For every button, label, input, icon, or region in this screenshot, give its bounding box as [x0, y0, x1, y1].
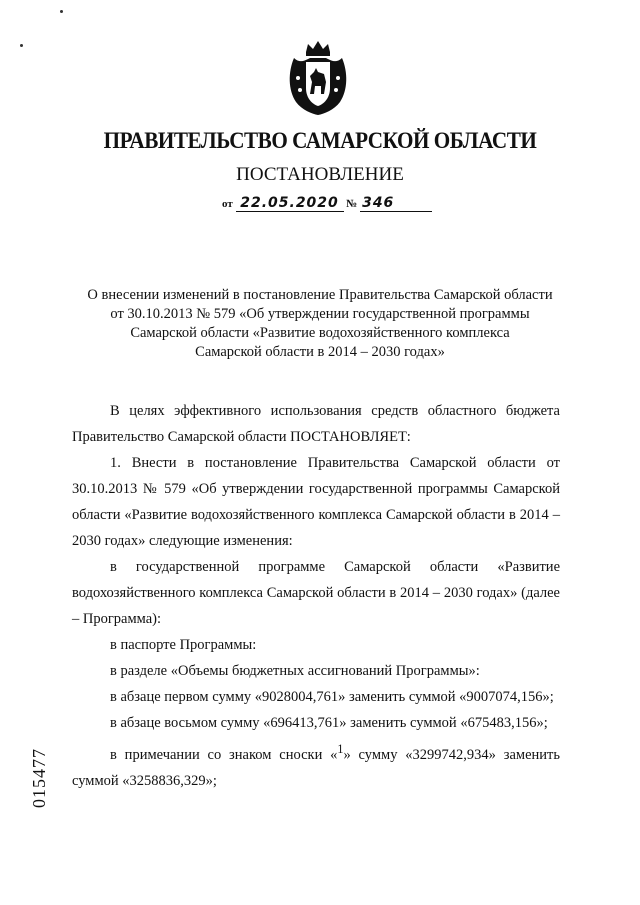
body-paragraph: в государственной программе Самарской области «Развитие водохозяйственного комплекса Самарской области в 2014 – 2030 годах» (далее – Программа):	[72, 559, 560, 627]
side-serial-number: 015477	[29, 748, 49, 808]
body-paragraph: в абзаце первом сумму «9028004,761» заменить суммой «9007074,156»;	[110, 689, 554, 705]
subject-line: Самарской области «Развитие водохозяйственного комплекса	[130, 325, 510, 341]
number-prefix: №	[346, 198, 358, 210]
decree-number: 346	[360, 195, 432, 212]
footnote-mark: 1	[337, 742, 344, 756]
decree-date: 22.05.2020	[236, 195, 344, 212]
coat-of-arms-emblem	[286, 38, 350, 118]
footnote-text-before: в примечании со знаком сноски «	[110, 746, 338, 763]
body-paragraph: в разделе «Объемы бюджетных ассигнований Программы»:	[110, 663, 480, 679]
body-paragraph: 1. Внести в постановление Правительства Самарской области от 30.10.2013 № 579 «Об утверждении государственной программы Самарской области «Развитие водохозяйственного комплекса Самарской области в 2014 – 2030 годах» следующие изменения:	[72, 455, 560, 549]
scan-speck	[20, 44, 23, 47]
decree-subject	[60, 286, 580, 362]
body-paragraph: в абзаце восьмом сумму «696413,761» заменить суммой «675483,156»;	[110, 715, 548, 731]
subject-line: от 30.10.2013 № 579 «Об утверждении государственной программы	[110, 306, 530, 322]
footnote-paragraph	[72, 736, 560, 794]
body-paragraph: в паспорте Программы:	[110, 637, 257, 653]
government-title: ПРАВИТЕЛЬСТВО САМАРСКОЙ ОБЛАСТИ	[103, 128, 537, 153]
decree-title: ПОСТАНОВЛЕНИЕ	[236, 164, 404, 185]
body-paragraph: В целях эффективного использования средств областного бюджета Правительство Самарской области ПОСТАНОВЛЯЕТ:	[72, 403, 560, 445]
date-prefix: от	[222, 198, 233, 210]
subject-line: Самарской области в 2014 – 2030 годах»	[195, 344, 445, 360]
decree-body	[72, 398, 560, 794]
scan-speck	[60, 10, 63, 13]
footnote-text-after: » сумму «3299742,934» заменить суммой «3258836,329»;	[72, 746, 560, 789]
date-number-line	[222, 195, 432, 212]
subject-line: О внесении изменений в постановление Правительства Самарской области	[87, 287, 553, 303]
